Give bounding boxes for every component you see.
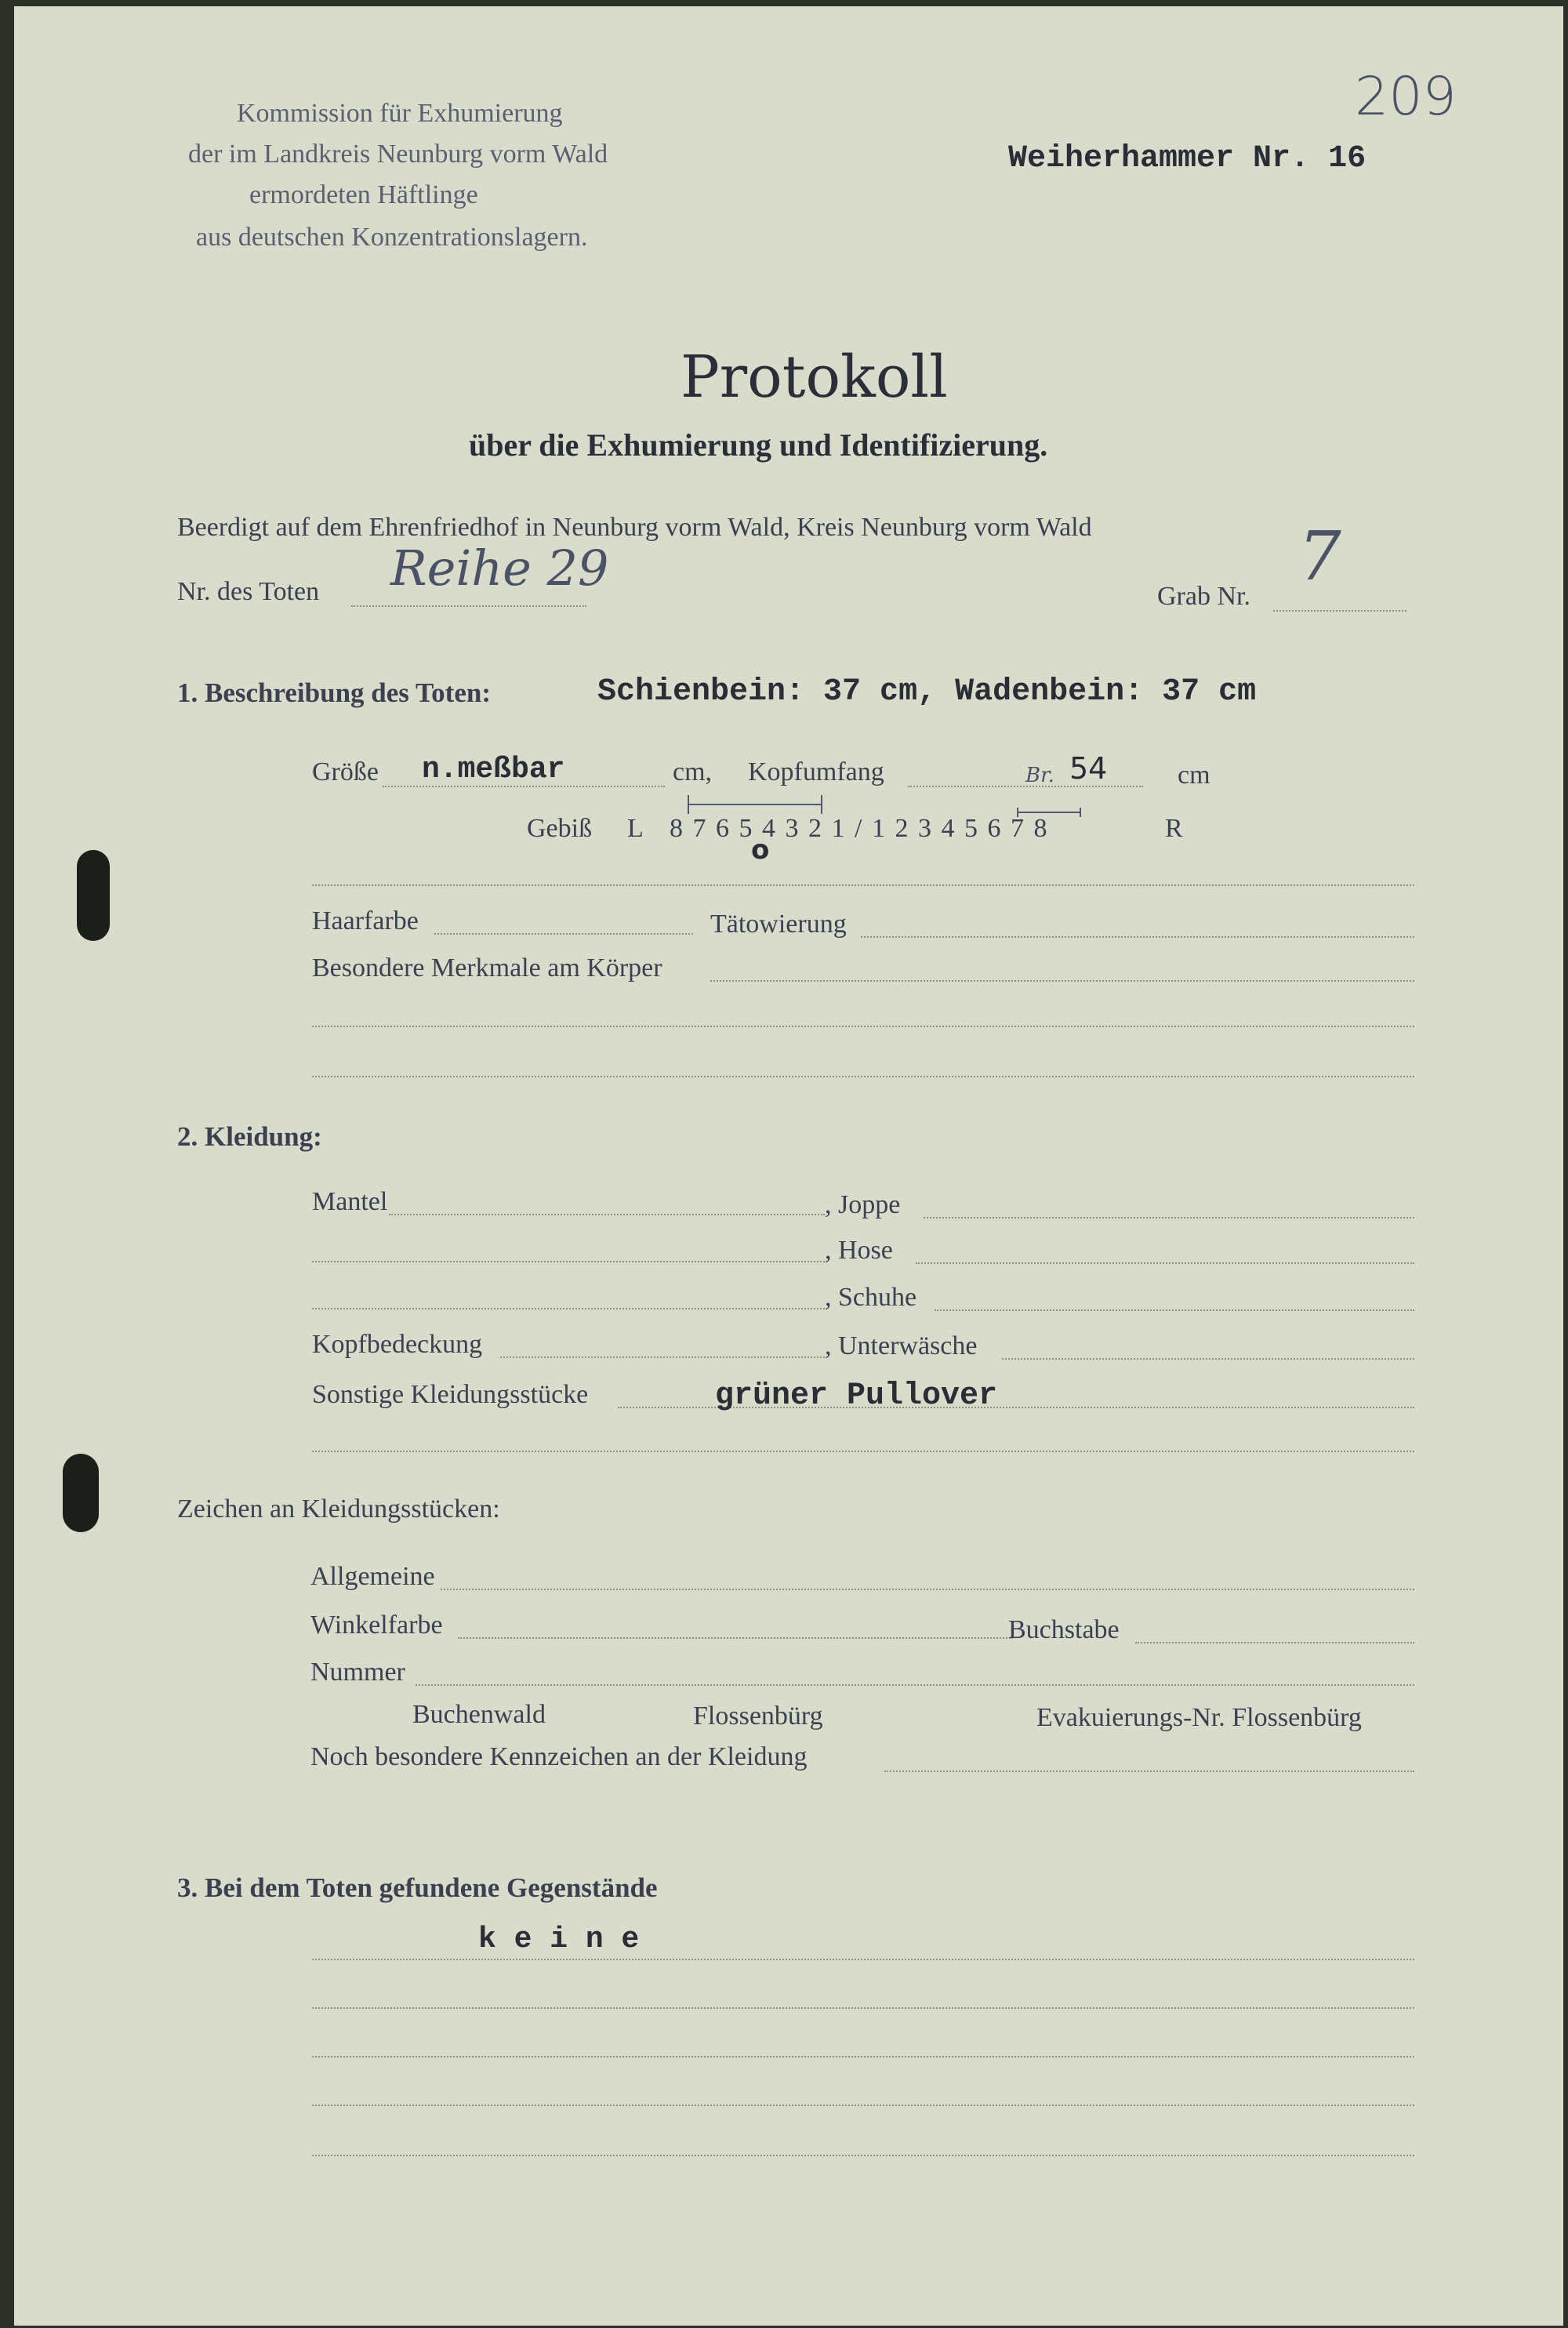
kopfumfang-value: 54 xyxy=(1069,751,1108,786)
winkelfarbe-label: Winkelfarbe xyxy=(310,1611,443,1640)
allgemeine-line xyxy=(441,1589,1414,1590)
commission-line-2: der im Landkreis Neunburg vorm Wald xyxy=(188,140,608,169)
allgemeine-label: Allgemeine xyxy=(310,1562,435,1591)
joppe-label: , Joppe xyxy=(825,1190,901,1219)
winkelfarbe-line xyxy=(458,1637,1013,1639)
kopfbedeckung-label: Kopfbedeckung xyxy=(312,1330,483,1359)
flossenbuerg-label: Flossenbürg xyxy=(693,1702,823,1731)
section1-heading: 1. Beschreibung des Toten: xyxy=(177,677,491,708)
gegenstaende-line-5 xyxy=(312,2155,1414,2156)
nr-des-toten-value: Reihe 29 xyxy=(390,539,609,597)
commission-line-1: Kommission für Exhumierung xyxy=(237,99,563,128)
gegenstaende-line-2 xyxy=(312,2007,1414,2009)
buchstabe-label: Buchstabe xyxy=(1008,1615,1120,1644)
commission-line-4: aus deutschen Konzentrationslagern. xyxy=(196,223,588,252)
merkmale-line xyxy=(710,980,1414,982)
commission-line-3: ermordeten Häftlinge xyxy=(249,180,478,209)
nummer-label: Nummer xyxy=(310,1658,405,1687)
mantel-label: Mantel xyxy=(312,1187,388,1216)
haarfarbe-line xyxy=(434,933,693,935)
joppe-line xyxy=(924,1217,1414,1218)
nr-des-toten-line xyxy=(351,605,586,607)
section3-value: k e i n e xyxy=(478,1923,640,1956)
kopfbedeckung-line xyxy=(500,1356,825,1358)
grab-nr-value: 7 xyxy=(1298,518,1341,596)
page-subtitle: über die Exhumierung und Identifizierung. xyxy=(469,427,1048,463)
groesse-value: n.meßbar xyxy=(422,753,565,786)
gebiss-extra-line xyxy=(312,884,1414,886)
merkmale-line-3 xyxy=(312,1076,1414,1077)
haarfarbe-label: Haarfarbe xyxy=(312,906,419,935)
evakuierung-label: Evakuierungs-Nr. Flossenbürg xyxy=(1036,1703,1362,1732)
hose-label: , Hose xyxy=(825,1236,893,1265)
burial-text: Beerdigt auf dem Ehrenfriedhof in Neunburg vorm Wald, Kreis Neunburg vorm Wald xyxy=(177,513,1092,542)
gebiss-teeth: 8 7 6 5 4 3 2 1 / 1 2 3 4 5 6 7 8 xyxy=(670,814,1049,843)
gegenstaende-line-1 xyxy=(312,1959,1414,1960)
kennzeichen-line xyxy=(884,1771,1414,1772)
gebiss-mark: o xyxy=(751,834,770,866)
kopfumfang-label: Kopfumfang xyxy=(748,757,884,786)
kopfumfang-note: Br. xyxy=(1025,764,1054,787)
hose-left-line xyxy=(312,1261,825,1262)
nr-des-toten-label: Nr. des Toten xyxy=(177,577,320,606)
page-number: 209 xyxy=(1355,66,1457,128)
sonstige-value: grüner Pullover xyxy=(715,1378,998,1414)
section1-typed-note: Schienbein: 37 cm, Wadenbein: 37 cm xyxy=(597,674,1257,710)
unterwaesche-label: , Unterwäsche xyxy=(825,1331,978,1360)
gegenstaende-line-4 xyxy=(312,2105,1414,2106)
kennzeichen-label: Noch besondere Kennzeichen an der Kleidung xyxy=(310,1742,808,1771)
grab-nr-label: Grab Nr. xyxy=(1157,582,1250,611)
hose-line xyxy=(916,1262,1414,1264)
schuhe-left-line xyxy=(312,1308,825,1309)
buchstabe-line xyxy=(1135,1642,1414,1643)
nummer-line xyxy=(416,1684,1414,1686)
reference-number: Weiherhammer Nr. 16 xyxy=(1008,141,1367,176)
gebiss-label: Gebiß xyxy=(527,814,593,843)
schuhe-line xyxy=(935,1309,1414,1311)
taetowierung-line xyxy=(861,936,1414,938)
binder-hole-top xyxy=(77,850,110,941)
page-title: Protokoll xyxy=(681,343,948,411)
grab-nr-line xyxy=(1273,610,1406,612)
schuhe-label: , Schuhe xyxy=(825,1283,917,1312)
groesse-label: Größe xyxy=(312,757,379,786)
taetowierung-label: Tätowierung xyxy=(710,910,847,939)
buchenwald-label: Buchenwald xyxy=(412,1700,546,1729)
sonstige-label: Sonstige Kleidungsstücke xyxy=(312,1380,589,1409)
sonstige-line-2 xyxy=(312,1451,1414,1452)
section2-heading: 2. Kleidung: xyxy=(177,1121,322,1152)
unterwaesche-line xyxy=(1002,1358,1414,1360)
cm-label: cm, xyxy=(673,757,713,786)
gebiss-L: L xyxy=(627,814,644,843)
merkmale-line-2 xyxy=(312,1026,1414,1027)
merkmale-label: Besondere Merkmale am Körper xyxy=(312,953,662,982)
section3-heading: 3. Bei dem Toten gefundene Gegenstände xyxy=(177,1872,658,1903)
cm-label-2: cm xyxy=(1178,761,1210,790)
zeichen-heading: Zeichen an Kleidungsstücken: xyxy=(177,1494,500,1524)
gegenstaende-line-3 xyxy=(312,2056,1414,2057)
mantel-line xyxy=(389,1214,825,1215)
binder-hole-bottom xyxy=(63,1454,99,1532)
protocol-page xyxy=(14,6,1563,2326)
gebiss-R: R xyxy=(1165,814,1183,843)
